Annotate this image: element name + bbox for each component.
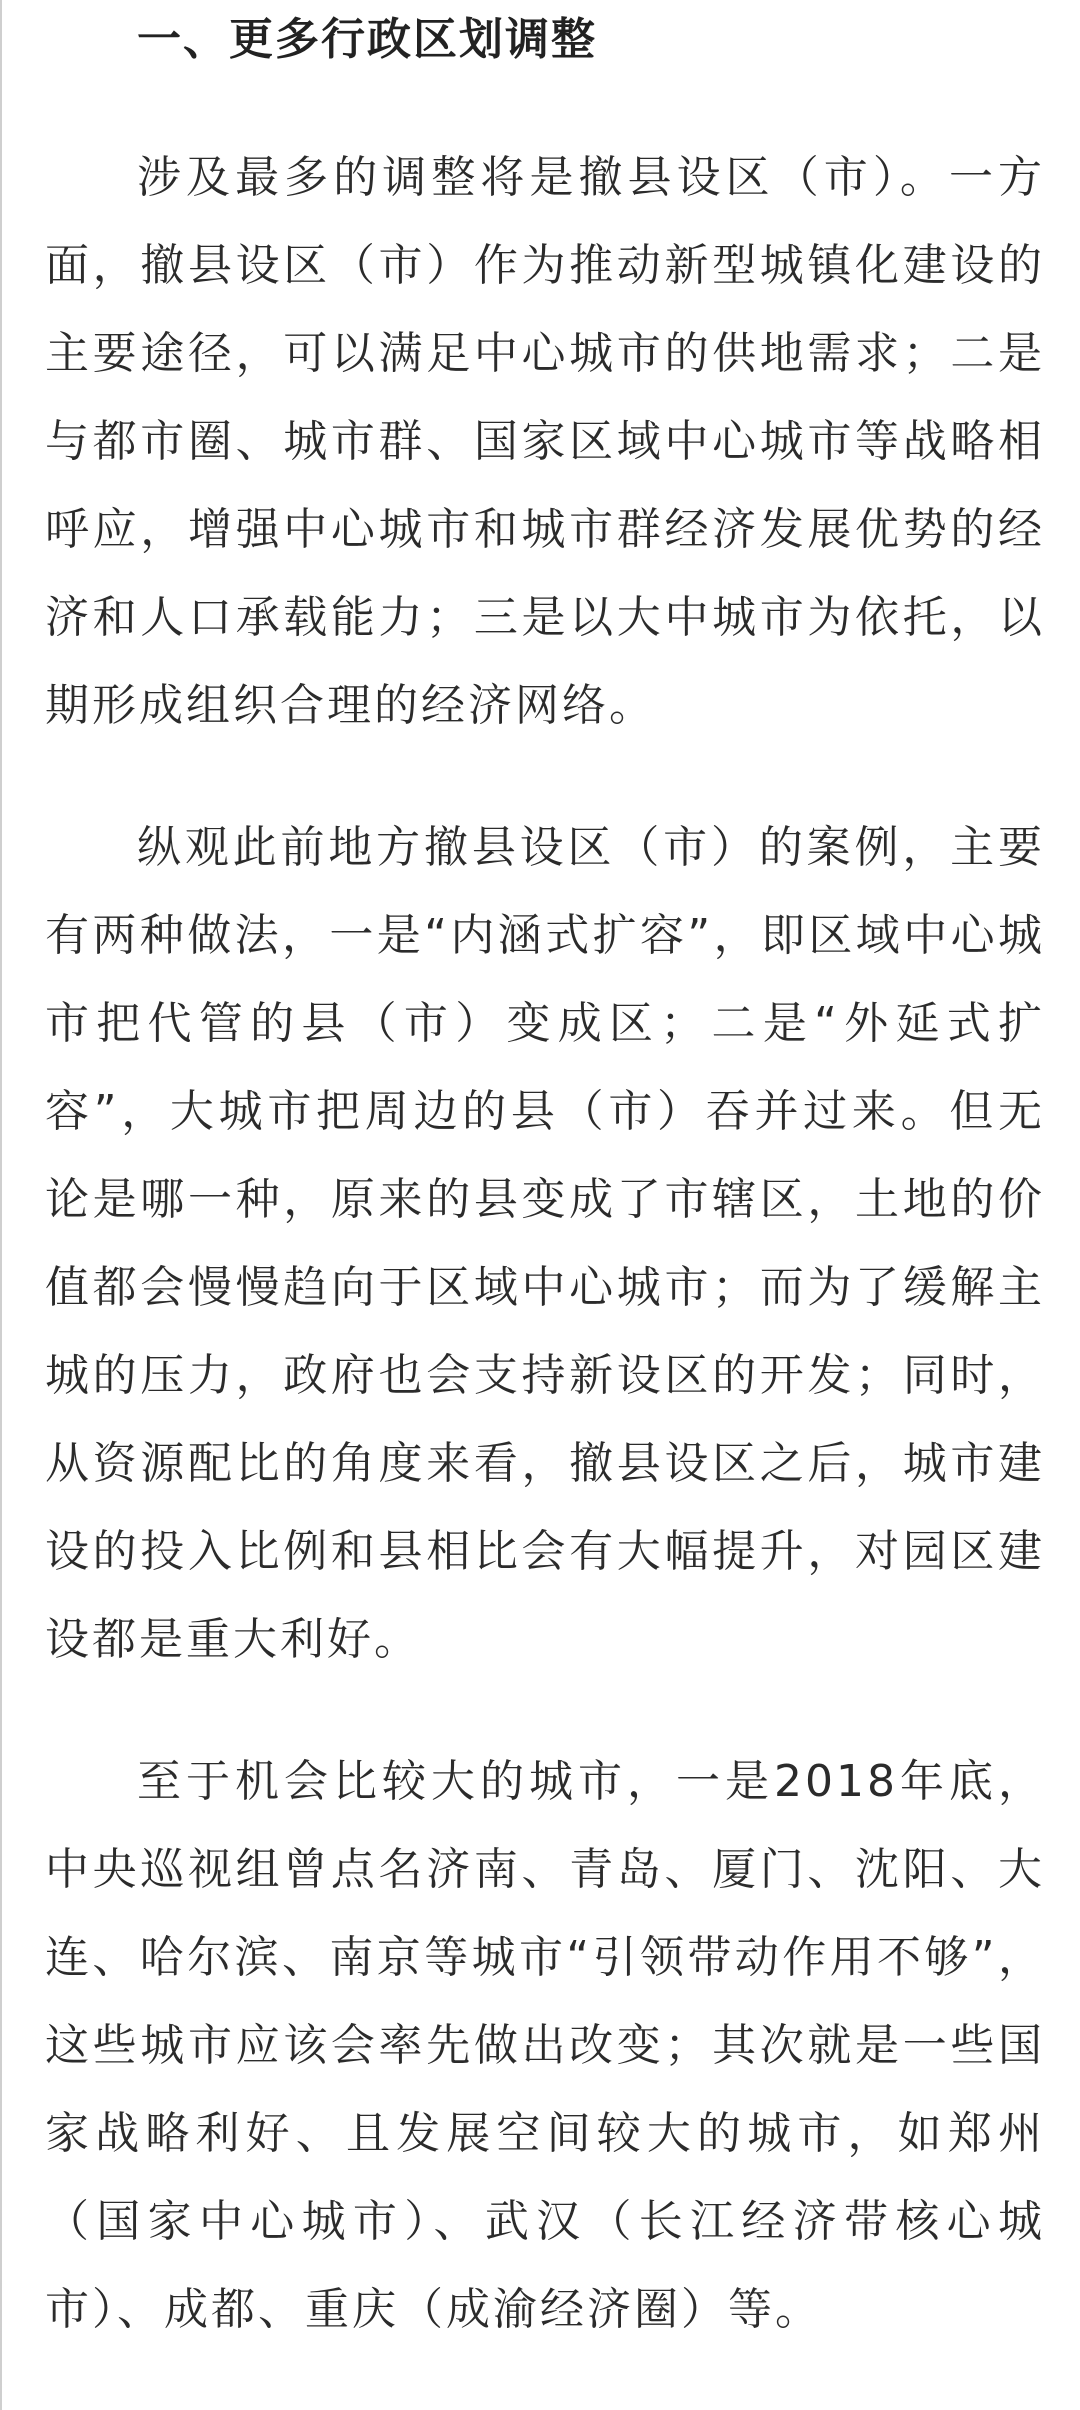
spacer (45, 750, 1045, 804)
article-body (45, 0, 1045, 2354)
paragraph-1: 涉及最多的调整将是撤县设区（市）。一方面，撤县设区（市）作为推动新型城镇化建设的主要途径，可以满足中心城市的供地需求；二是与都市圈、城市群、国家区域中心城市等战略相呼应，增强中心城市和城市群经济发展优势的经济和人口承载能力；三是以大中城市为依托，以期形成组织合理的经济网络。 (45, 152, 1045, 731)
section-heading: 一、更多行政区划调整 (137, 14, 597, 65)
spacer (45, 80, 1045, 134)
paragraph-2: 纵观此前地方撤县设区（市）的案例，主要有两种做法，一是“内涵式扩容”，即区域中心城市把代管的县（市）变成区；二是“外延式扩容”，大城市把周边的县（市）吞并过来。但无论是哪一种，原来的县变成了市辖区，土地的价值都会慢慢趋向于区域中心城市；而为了缓解主城的压力，政府也会支持新设区的开发；同时，从资源配比的角度来看，撤县设区之后，城市建设的投入比例和县相比会有大幅提升，对园区建设都是重大利好。 (45, 822, 1045, 1665)
paragraph-3: 至于机会比较大的城市，一是2018年底，中央巡视组曾点名济南、青岛、厦门、沈阳、大连、哈尔滨、南京等城市“引领带动作用不够”，这些城市应该会率先做出改变；其次就是一些国家战略利好、且发展空间较大的城市，如郑州（国家中心城市）、武汉（长江经济带核心城市）、成都、重庆（成渝经济圈）等。 (45, 1756, 1045, 2335)
spacer (45, 1684, 1045, 1738)
